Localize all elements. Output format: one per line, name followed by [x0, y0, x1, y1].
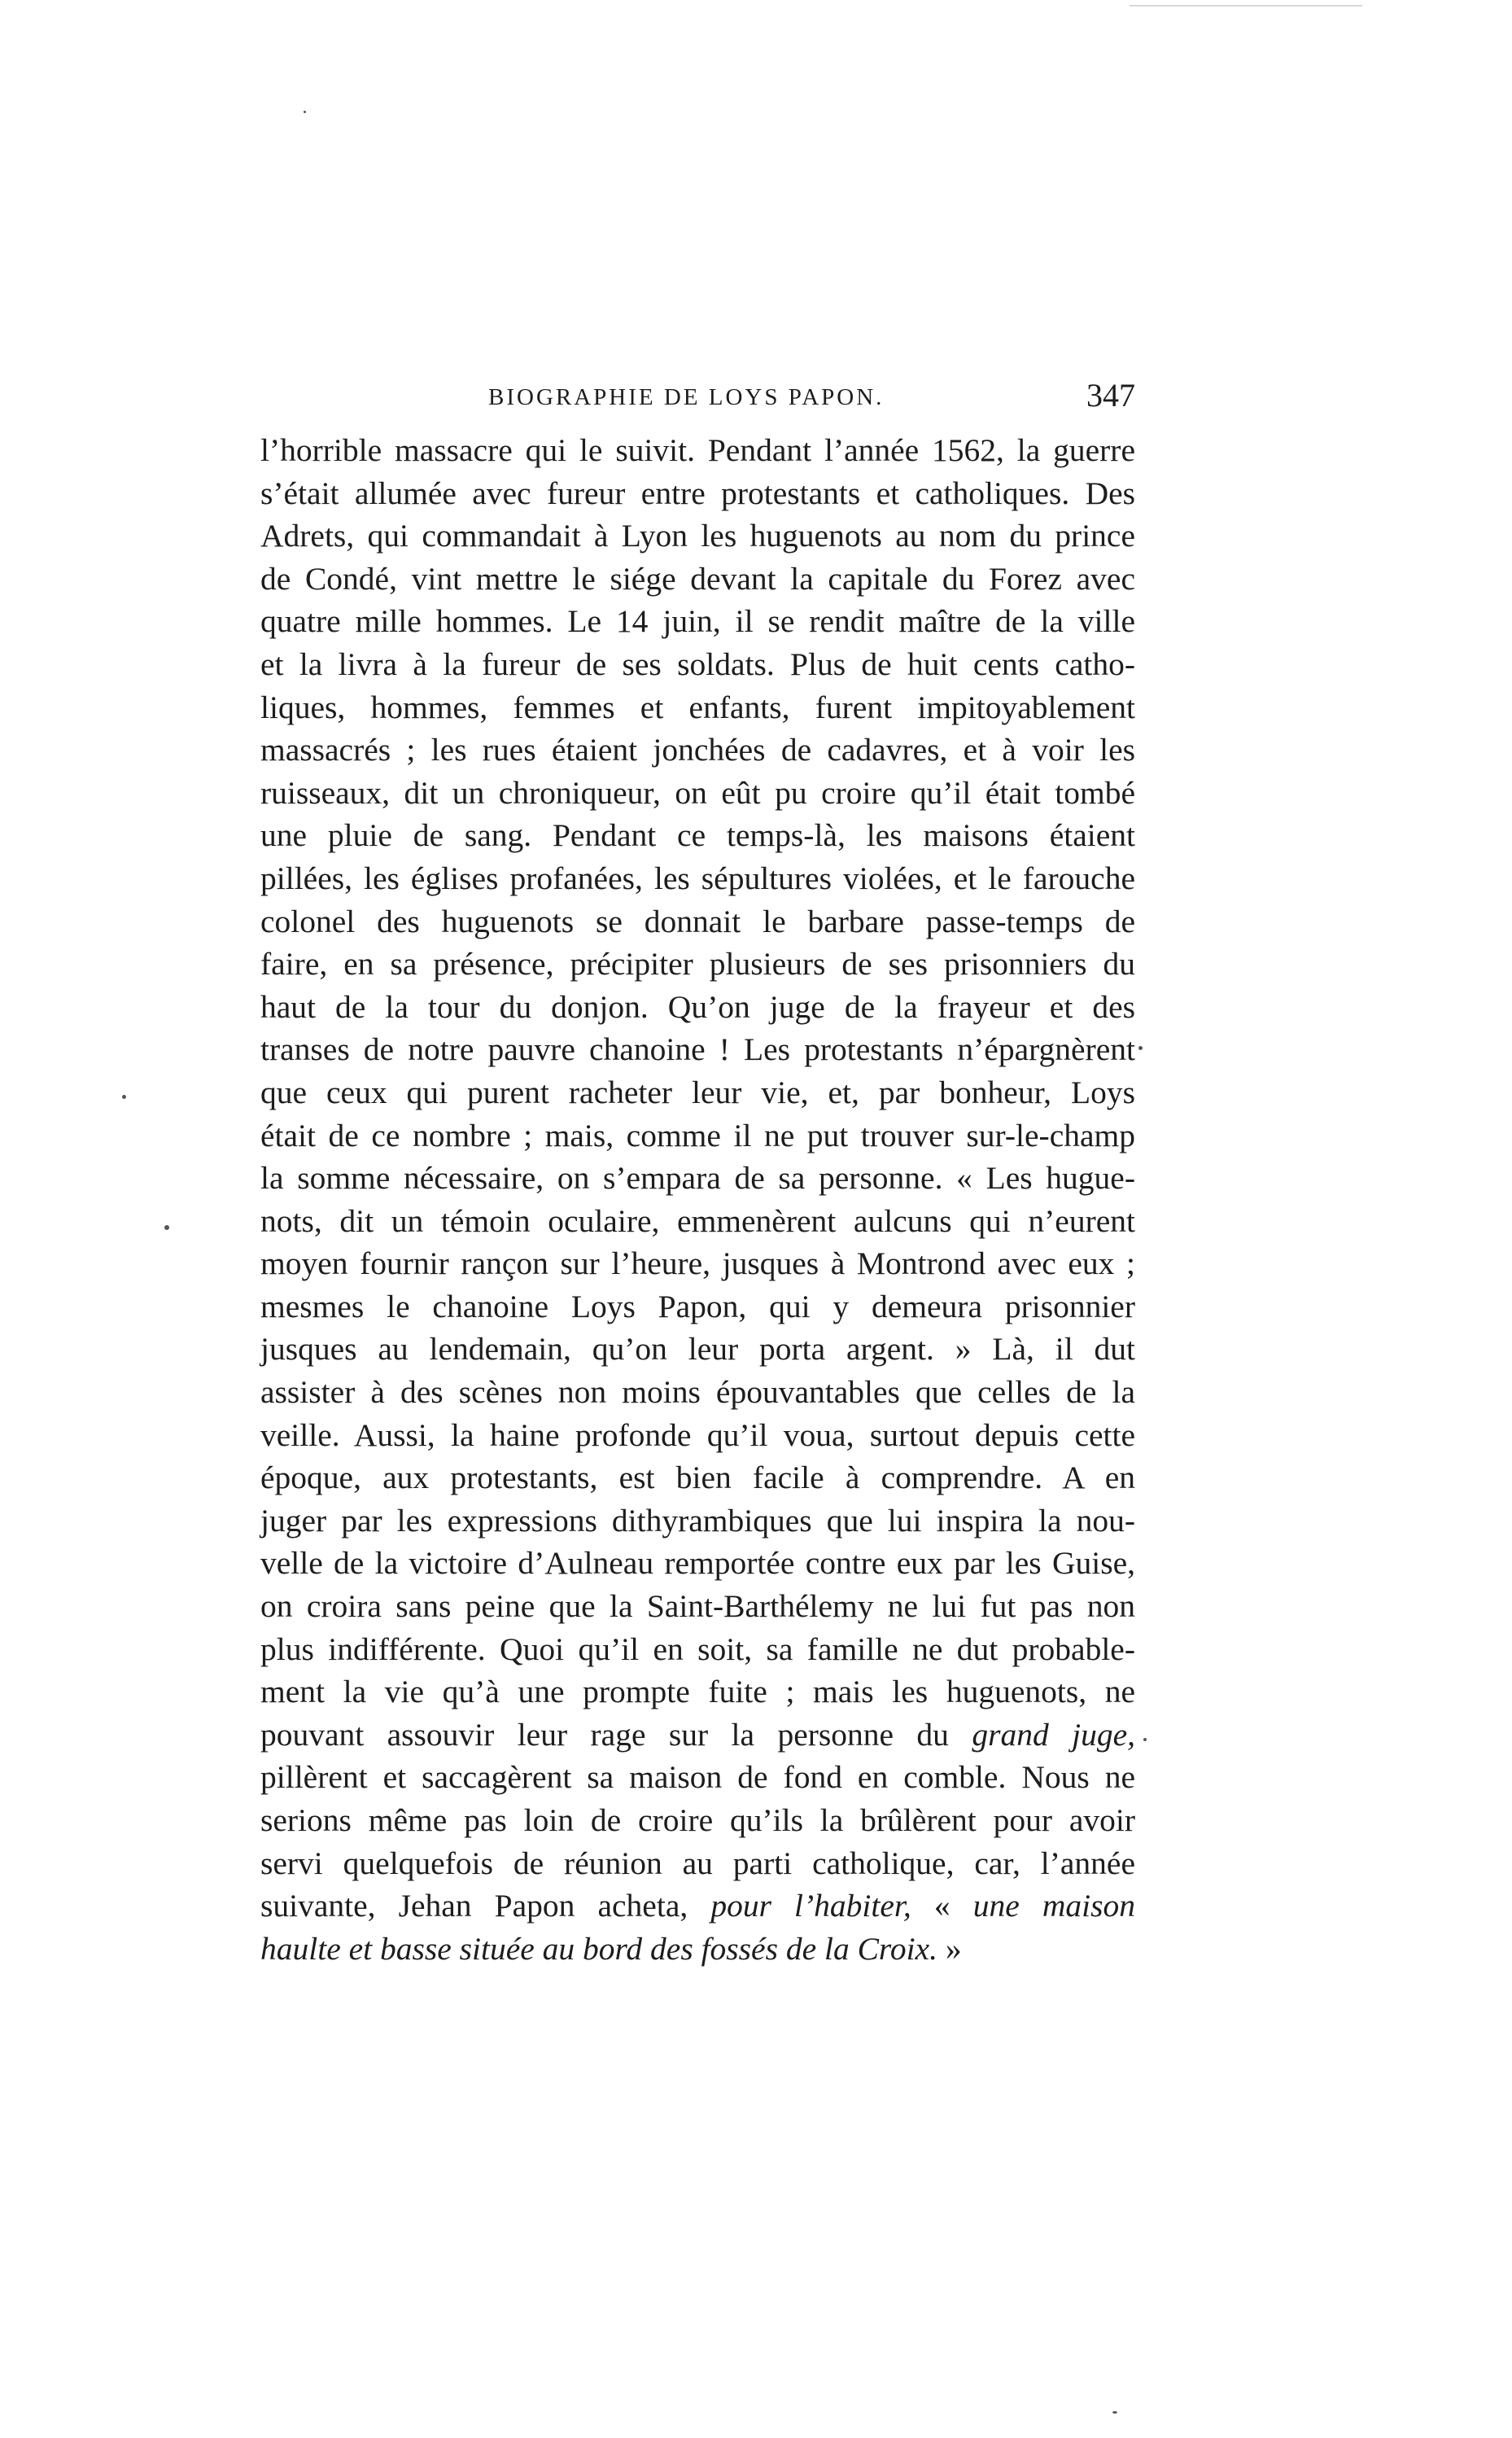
- text-line: de Condé, vint mettre le siége devant la capitale du Forez avec: [260, 560, 1135, 597]
- italic-phrase: une maison: [972, 1888, 1135, 1924]
- ink-speck: [164, 1225, 169, 1230]
- page-header: [260, 376, 1135, 425]
- text-line: servi quelquefois de réunion au parti catholique, car, l’année: [260, 1845, 1135, 1881]
- top-edge-rule: [1130, 5, 1362, 7]
- ink-speck: [1143, 1738, 1147, 1741]
- italic-phrase: grand juge,: [972, 1716, 1135, 1753]
- page-number: 347: [1086, 377, 1135, 414]
- text-line: jusques au lendemain, qu’on leur porta argent. » Là, il dut: [260, 1331, 1135, 1368]
- text-line: veille. Aussi, la haine profonde qu’il voua, surtout depuis cette: [260, 1416, 1135, 1453]
- text-line: et la livra à la fureur de ses soldats. Plus de huit cents catho-: [260, 646, 1135, 682]
- text-line: juger par les expressions dithyrambiques que lui inspira la nou-: [260, 1502, 1135, 1539]
- text-line: faire, en sa présence, précipiter plusieurs de ses prisonniers du: [260, 946, 1135, 983]
- text-line: moyen fournir rançon sur l’heure, jusques à Montrond avec eux ;: [260, 1245, 1135, 1282]
- text-line: plus indifférente. Quoi qu’il en soit, sa famille ne dut probable-: [260, 1630, 1135, 1667]
- text-line: une pluie de sang. Pendant ce temps-là, les maisons étaient: [260, 817, 1135, 854]
- text-run: pouvant assouvir leur rage sur la personne du: [260, 1716, 972, 1753]
- italic-phrase: haulte et basse située au bord des fossés de la Croix.: [260, 1930, 937, 1967]
- italic-phrase: pour l’habiter,: [710, 1888, 911, 1924]
- text-line: s’était allumée avec fureur entre protestants et catholiques. Des: [260, 475, 1135, 511]
- text-line: Adrets, qui commandait à Lyon les huguenots au nom du prince: [260, 518, 1135, 554]
- text-line: nots, dit un témoin oculaire, emmenèrent aulcuns qui n’eurent: [260, 1202, 1135, 1239]
- text-run: »: [937, 1930, 962, 1967]
- text-line: on croira sans peine que la Saint-Barthélemy ne lui fut pas non: [260, 1588, 1135, 1625]
- text-line: pillées, les églises profanées, les sépultures violées, et le farouche: [260, 860, 1135, 896]
- text-line: massacrés ; les rues étaient jonchées de cadavres, et à voir les: [260, 732, 1135, 768]
- text-line: velle de la victoire d’Aulneau remportée contre eux par les Guise,: [260, 1545, 1135, 1582]
- text-line: colonel des huguenots se donnait le barbare passe-temps de: [260, 903, 1135, 939]
- text-line: haut de la tour du donjon. Qu’on juge de la frayeur et des: [260, 988, 1135, 1025]
- text-line: ruisseaux, dit un chroniqueur, on eût pu croire qu’il était tombé: [260, 774, 1135, 811]
- text-line: [260, 1928, 1135, 1971]
- text-line: mesmes le chanoine Loys Papon, qui y demeura prisonnier: [260, 1288, 1135, 1324]
- text-line: était de ce nombre ; mais, comme il ne put trouver sur-le-champ: [260, 1117, 1135, 1153]
- text-line: époque, aux protestants, est bien facile à comprendre. A en: [260, 1460, 1135, 1496]
- body-text: [260, 429, 1135, 1970]
- text-line: assister à des scènes non moins épouvantables que celles de la: [260, 1374, 1135, 1411]
- ink-speck: [1138, 1046, 1143, 1050]
- text-line: transes de notre pauvre chanoine ! Les protestants n’épargnèrent: [260, 1031, 1135, 1068]
- ink-speck: [122, 1095, 126, 1099]
- text-line: ment la vie qu’à une prompte fuite ; mais les huguenots, ne: [260, 1674, 1135, 1710]
- text-line: serions même pas loin de croire qu’ils la brûlèrent pour avoir: [260, 1802, 1135, 1838]
- ink-speck: [304, 111, 306, 113]
- text-run: «: [911, 1888, 973, 1924]
- text-line: que ceux qui purent racheter leur vie, et, par bonheur, Loys: [260, 1074, 1135, 1110]
- text-line: [260, 1714, 1135, 1757]
- text-run: suivante, Jehan Papon acheta,: [260, 1888, 711, 1924]
- text-line: [260, 1884, 1135, 1928]
- text-line: quatre mille hommes. Le 14 juin, il se rendit maître de la ville: [260, 603, 1135, 640]
- text-line: pillèrent et saccagèrent sa maison de fond en comble. Nous ne: [260, 1759, 1135, 1796]
- ink-speck: [1112, 2411, 1117, 2414]
- text-line: l’horrible massacre qui le suivit. Pendant l’année 1562, la guerre: [260, 432, 1135, 468]
- text-line: la somme nécessaire, on s’empara de sa personne. « Les hugue-: [260, 1160, 1135, 1197]
- text-line: liques, hommes, femmes et enfants, furent impitoyablement: [260, 689, 1135, 725]
- running-head: BIOGRAPHIE DE LOYS PAPON.: [488, 384, 885, 410]
